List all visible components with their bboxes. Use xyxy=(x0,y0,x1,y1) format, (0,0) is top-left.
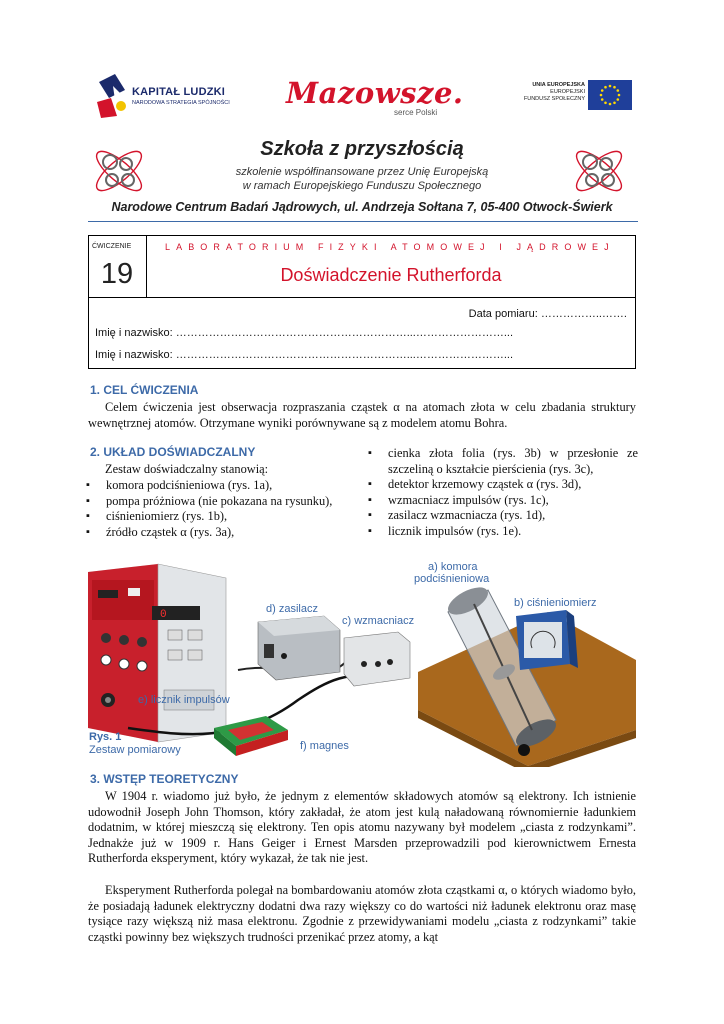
list-item: ▪ pompa próżniowa (nie pokazana na rysunku), xyxy=(84,494,359,510)
pulse-amplifier-icon xyxy=(344,632,410,686)
section-1-text: Celem ćwiczenia jest obserwacja rozpraszania cząstek α na atomach złota w celu zbadania struktury wewnętrznej atomów. Otrzymane wyniki porównywane są z modelem atomu Bohra. xyxy=(88,400,636,430)
label-power-supply: d) zasilacz xyxy=(266,603,318,615)
subtitle-line-1: szkolenie współfinansowane przez Unię Europejską xyxy=(235,166,489,178)
student-name-field-2[interactable]: Imię i nazwisko: ………………………………………………………...……………………... xyxy=(95,349,514,361)
student-name-field-1[interactable]: Imię i nazwisko: ………………………………………………………...……………………... xyxy=(95,327,514,339)
section-3-paragraph-1: W 1904 r. wiadomo już było, że jednym z elementów składowych atomów są elektrony. Ich istnienie udowodnił Joseph John Thomson, który zakładał, że atom jest kulą naładowaną równomiernie ładunkiem dodatnim, w której mieszczą się elektrony. Ten opis atomu nazywany był modelem „ciasta z rodzynkami”. Jednakże już w 1909 r. Hans Geiger i Ernest Marsden przeprowadzili pod kierownictwem Ernesta Rutherforda eksperyment, który wykazał, że tak nie jest. xyxy=(88,789,636,866)
list-item: ▪ detektor krzemowy cząstek α (rys. 3d), xyxy=(366,477,638,493)
label-vacuum-chamber-2: podciśnieniowa xyxy=(414,573,490,585)
equipment-list-right xyxy=(366,446,638,539)
pressure-gauge-icon xyxy=(516,610,578,670)
counter-digit: 0 xyxy=(160,609,167,621)
eu-line-3: FUNDUSZ SPOŁECZNY xyxy=(523,96,585,102)
exercise-number-cell xyxy=(89,236,147,298)
eu-text xyxy=(524,82,585,103)
section-2-heading: 2. UKŁAD DOŚWIADCZALNY xyxy=(90,445,256,459)
list-item: ▪ źródło cząstek α (rys. 3a), xyxy=(84,525,359,541)
exercise-title-cell xyxy=(147,236,635,298)
equipment-illustration xyxy=(88,560,636,767)
mazowsze-tagline: serce Polski xyxy=(394,108,438,117)
list-item: ▪ wzmacniacz impulsów (rys. 1c), xyxy=(366,493,638,509)
label-vacuum-chamber: a) komora xyxy=(428,561,478,573)
exercise-name: Doświadczenie Rutherforda xyxy=(280,265,502,285)
list-item: ▪ komora podciśnieniowa (rys. 1a), xyxy=(84,478,359,494)
eu-line-2: EUROPEJSKI xyxy=(550,89,585,95)
list-item: ▪ zasilacz wzmacniacza (rys. 1d), xyxy=(366,508,638,524)
subtitle-line-2: w ramach Europejskiego Funduszu Społecznego xyxy=(242,180,482,192)
kapital-ludzki-logo xyxy=(95,72,235,124)
label-pressure-gauge: b) ciśnieniomierz xyxy=(514,597,597,609)
label-amplifier: c) wzmacniacz xyxy=(342,615,415,627)
eu-logo xyxy=(523,80,636,114)
section-1-heading: 1. CEL ĆWICZENIA xyxy=(90,383,199,397)
institution-address: Narodowe Centrum Badań Jądrowych, ul. Andrzeja Sołtana 7, 05-400 Otwock-Świerk xyxy=(111,200,613,214)
equipment-photo xyxy=(88,560,636,767)
eu-flag-icon xyxy=(588,80,632,110)
section-3-heading: 3. WSTĘP TEORETYCZNY xyxy=(90,772,239,786)
amplifier-power-supply-icon xyxy=(258,616,340,680)
measurement-date-field[interactable]: Data pomiaru: ……………..……. xyxy=(468,308,627,320)
kapital-ludzki-subtitle: NARODOWA STRATEGIA SPÓJNOŚCI xyxy=(132,100,230,106)
equipment-list-left xyxy=(84,478,359,540)
figure-caption-title: Rys. 1 xyxy=(89,731,122,743)
exercise-label: ĆWICZENIE xyxy=(92,243,132,250)
pulse-counter-icon xyxy=(88,564,226,742)
kapital-ludzki-title: KAPITAŁ LUDZKI xyxy=(132,86,226,98)
page-title: Szkoła z przyszłością xyxy=(260,138,464,160)
label-magnet: f) magnes xyxy=(300,740,349,752)
mazowsze-logo xyxy=(286,76,464,120)
kapital-ludzki-emblem-icon xyxy=(95,72,129,120)
section-3-paragraph-2: Eksperyment Rutherforda polegał na bombardowaniu atomów złota cząstkami α, o których wiadomo było, że posiadają ładunek elektryczny dodatni dwa razy większy co do wartości niż ładunek elektronu oraz masę tysiące razy większą niż masa elektronu. Zgodnie z przewidywaniami modelu „ciasta z rodzynkami” takie cząstki powinny bez większych trudności przenikać przez atomy, a kąt xyxy=(88,883,636,944)
list-item: ▪ ciśnieniomierz (rys. 1b), xyxy=(84,509,359,525)
mazowsze-wordmark: Mazowsze. xyxy=(286,76,464,110)
exercise-number: 19 xyxy=(100,258,134,290)
eu-line-1: UNIA EUROPEJSKA xyxy=(532,82,585,88)
label-pulse-counter: e) licznik impulsów xyxy=(138,694,230,706)
laboratory-name: LABORATORIUM FIZYKI ATOMOWEJ I JĄDROWEJ xyxy=(165,242,615,252)
exercise-box xyxy=(88,235,636,369)
header-divider xyxy=(88,221,638,222)
list-item: ▪ cienka złota folia (rys. 3b) w przesłonie ze szczeliną o kształcie pierścienia (rys. 3c), xyxy=(366,446,638,477)
figure-caption-text: Zestaw pomiarowy xyxy=(89,744,181,756)
list-item: ▪ licznik impulsów (rys. 1e). xyxy=(366,524,638,540)
section-2-intro: Zestaw doświadczalny stanowią: xyxy=(105,462,269,476)
